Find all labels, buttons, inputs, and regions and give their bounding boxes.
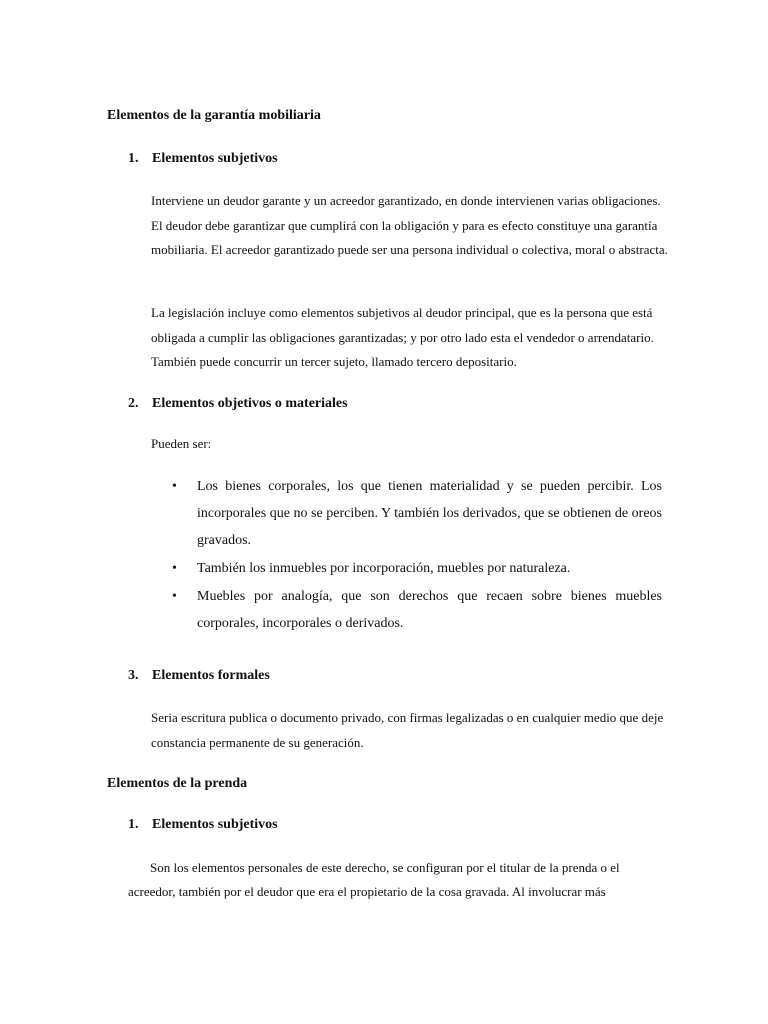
item-title-subjetivos: Elementos subjetivos (152, 151, 278, 166)
paragraph-pueden-ser: Pueden ser: (151, 436, 212, 451)
item-number: 3. (128, 668, 139, 683)
bullet-list-objetivos (172, 473, 662, 638)
paragraph-subjetivos-1: Interviene un deudor garante y un acreedor garantizado, en donde intervienen varias obligaciones. El deudor debe garantizar que cumplirá con la obligación y para es efecto constituye una garantía mobiliaria. El acreedor garantizado puede ser una persona individual o colectiva, moral o abstracta. (151, 193, 668, 257)
bullet-item (172, 473, 662, 554)
bullet-icon: • (172, 479, 177, 494)
item-number: 2. (128, 396, 139, 411)
bullet-icon: • (172, 589, 177, 604)
section-heading-garantia: Elementos de la garantía mobiliaria (107, 108, 321, 123)
bullet-text: Muebles por analogía, que son derechos que recaen sobre bienes muebles corporales, incorporales o derivados. (197, 589, 662, 631)
bullet-text: También los inmuebles por incorporación, muebles por naturaleza. (197, 561, 571, 576)
bullet-text: Los bienes corporales, los que tienen materialidad y se pueden percibir. Los incorporales que no se perciben. Y también los derivados, que se obtienen de oreos gravados. (197, 479, 662, 548)
item-number: 1. (128, 151, 139, 166)
paragraph-formales: Seria escritura publica o documento privado, con firmas legalizadas o en cualquier medio que deje constancia permanente de su generación. (151, 710, 664, 750)
paragraph-prenda-subjetivos (128, 856, 638, 904)
paragraph-subjetivos-2: La legislación incluye como elementos subjetivos al deudor principal, que es la persona que está obligada a cumplir las obligaciones garantizadas; y por otro lado esta el vendedor o arrendatario. También puede concurrir un tercer sujeto, llamado tercero depositario. (151, 305, 654, 369)
item-title-formales: Elementos formales (152, 668, 270, 683)
bullet-item (172, 583, 662, 637)
paragraph-line: Son los elementos personales de este derecho, se configuran por el titular de la prenda o el (150, 860, 620, 875)
section-heading-prenda: Elementos de la prenda (107, 776, 248, 791)
bullet-icon: • (172, 561, 177, 576)
paragraph-line: acreedor, también por el deudor que era el propietario de la cosa gravada. Al involucrar más (128, 884, 606, 899)
item-number: 1. (128, 817, 139, 832)
item-title-objetivos: Elementos objetivos o materiales (152, 396, 348, 411)
item-title-prenda-subjetivos: Elementos subjetivos (152, 817, 278, 832)
bullet-item (172, 555, 662, 582)
